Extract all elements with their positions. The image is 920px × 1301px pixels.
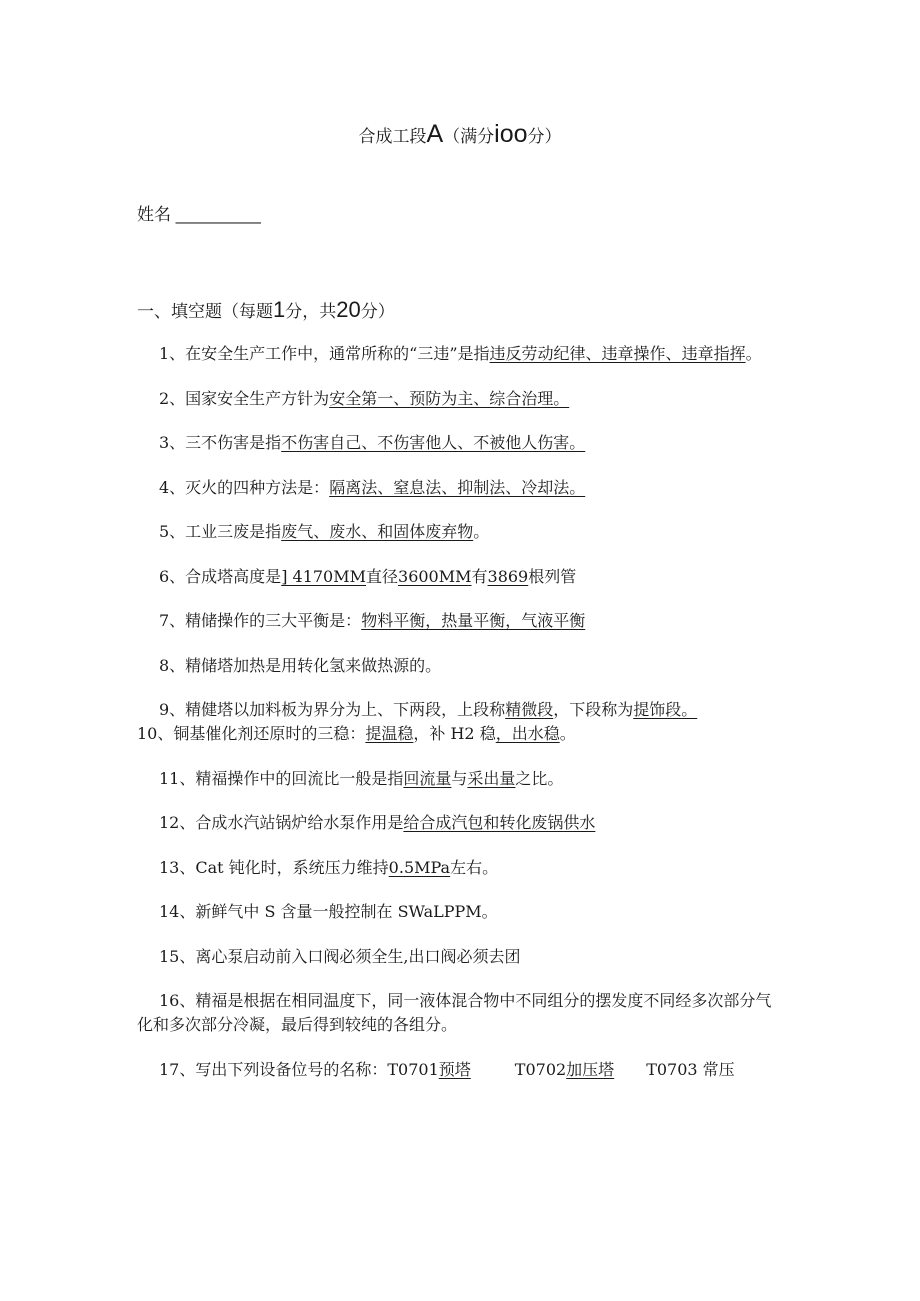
question-7: 7、精储操作的三大平衡是：物料平衡，热量平衡，气液平衡 <box>159 611 586 630</box>
section-heading: 一、填空题（每题1分，共20分） <box>137 297 395 322</box>
answer: 0.5MPa <box>388 857 451 877</box>
question-12: 12、合成水汽站锅炉给水泵作用是给合成汽包和转化废锅供水 <box>159 813 596 832</box>
question-13: 13、Cat 钝化时，系统压力维持0.5MPa左右。 <box>159 857 499 877</box>
page-title: 合成工段A（满分ioo分） <box>358 120 562 148</box>
answer: 不伤害自己、不伤害他人、不被他人伤害。 <box>281 433 586 452</box>
question-3: 3、三不伤害是指不伤害自己、不伤害他人、不被他人伤害。 <box>159 433 586 452</box>
answer: 安全第一、预防为主、综合治理。 <box>329 388 570 408</box>
question-10: 10、铜基催化剂还原时的三稳：提温稳，补 H2 稳，出水稳。 <box>137 724 576 743</box>
answer: 违章指挥 <box>681 344 746 363</box>
title-score: ioo <box>494 120 528 148</box>
title-letter: A <box>426 120 444 148</box>
question-1: 1、在安全生产工作中，通常所称的“三违”是指违反劳动纪律、违章操作、违章指挥。 <box>159 344 762 363</box>
name-blank[interactable]: _________ <box>175 205 261 224</box>
answer: 废气、废水、和固体废弃物 <box>281 522 474 541</box>
question-9: 9、精健塔以加料板为界分为上、下两段，上段称精微段，下段称为提饰段。 <box>159 700 698 719</box>
question-15: 15、离心泵启动前入口阀必须全生,出口阀必须去团 <box>159 946 521 966</box>
question-16: 16、精福是根据在相同温度下，同一液体混合物中不同组分的摆发度不同经多次部分气化和多次部分冷凝，最后得到较纯的各组分。 <box>137 991 772 1034</box>
answer: ] 4170MM <box>281 566 366 586</box>
answer: 加压塔 <box>566 1059 615 1079</box>
answer: 采出量 <box>467 768 516 788</box>
question-8: 8、精储塔加热是用转化氢来做热源的。 <box>159 655 442 675</box>
answer: 精微段 <box>505 700 554 719</box>
question-5: 5、工业三废是指废气、废水、和固体废弃物。 <box>159 522 490 541</box>
answer: 提温稳 <box>365 724 414 743</box>
answer: 预塔 <box>438 1059 471 1079</box>
answer: 提饰段。 <box>633 700 698 719</box>
question-list <box>137 342 782 1102</box>
answer: 给合成汽包和转化废锅供水 <box>403 813 596 832</box>
answer: 隔离法、窒息法、抑制法、冷却法。 <box>329 477 586 497</box>
answer: 3600MM <box>398 566 472 586</box>
answer: 违反劳动纪律、违章操作、 <box>489 344 682 363</box>
answer: 回流量 <box>403 768 452 788</box>
name-label: 姓名 <box>137 205 171 224</box>
question-17: 17、写出下列设备位号的名称：T0701预塔 T0702加压塔 T0703 常压 <box>159 1059 735 1079</box>
name-field <box>137 200 261 225</box>
answer: ，出水稳 <box>495 724 560 743</box>
answer: 3869 <box>487 566 529 586</box>
question-2: 2、国家安全生产方针为安全第一、预防为主、综合治理。 <box>159 388 570 408</box>
question-6: 6、合成塔高度是] 4170MM直径3600MM有3869根列管 <box>159 566 577 586</box>
answer: 物料平衡，热量平衡，气液平衡 <box>361 611 586 630</box>
question-4: 4、灭火的四种方法是：隔离法、窒息法、抑制法、冷却法。 <box>159 477 586 497</box>
question-14: 14、新鲜气中 S 含量一般控制在 SWaLPPM。 <box>159 902 498 921</box>
question-11: 11、精福操作中的回流比一般是指回流量与采出量之比。 <box>159 768 564 788</box>
